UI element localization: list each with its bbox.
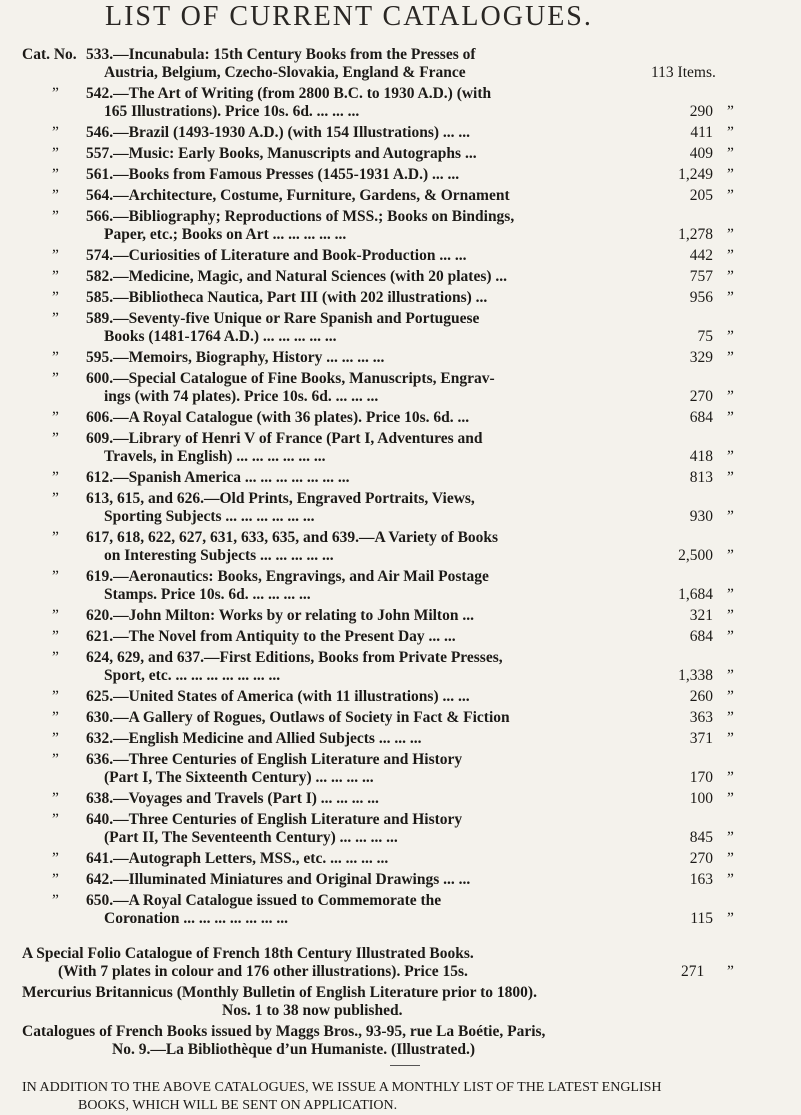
item-count: 1,684 [678, 586, 713, 603]
catalogue-entry [0, 85, 801, 121]
count-ditto-mark: ” [727, 166, 734, 183]
count-ditto-mark: ” [727, 508, 734, 525]
entry-title: 620.—John Milton: Works by or relating to John Milton ... [86, 607, 474, 624]
ditto-mark: ” [52, 811, 59, 828]
entry-title: 533.—Incunabula: 15th Century Books from the Presses of [86, 46, 476, 63]
catalogue-entry [0, 790, 801, 808]
count-ditto-mark: ” [727, 103, 734, 120]
ditto-mark: ” [52, 628, 59, 645]
entry-title: 582.—Medicine, Magic, and Natural Sciences (with 20 plates) ... [86, 268, 508, 285]
ditto-mark: ” [52, 370, 59, 387]
count-ditto-mark: ” [727, 790, 734, 807]
count-ditto-mark: ” [727, 688, 734, 705]
catalogue-entry [0, 850, 801, 868]
catalogue-entry [0, 469, 801, 487]
ditto-mark: ” [52, 688, 59, 705]
entry-title: 625.—United States of America (with 11 illustrations) ... ... [86, 688, 470, 705]
item-count: 260 [689, 688, 713, 705]
ditto-mark: ” [52, 730, 59, 747]
catalogue-entry [0, 892, 801, 928]
entry-title-continued: Coronation ... ... ... ... ... ... ... [104, 910, 289, 927]
count-ditto-mark: ” [727, 469, 734, 486]
footer-notice [22, 1079, 792, 1115]
ditto-mark: ” [52, 607, 59, 624]
entry-title: 613, 615, and 626.—Old Prints, Engraved Portraits, Views, [86, 490, 475, 507]
catalogue-entry [0, 628, 801, 646]
count-ditto-mark: ” [727, 388, 734, 405]
entry-title: 641.—Autograph Letters, MSS., etc. ... ... ... ... [86, 850, 389, 867]
ditto-mark: ” [52, 409, 59, 426]
item-count: 290 [689, 103, 713, 120]
entry-title: 636.—Three Centuries of English Literature and History [86, 751, 463, 768]
divider-rule [390, 1065, 420, 1066]
count-ditto-mark: ” [727, 247, 734, 264]
entry-title: 600.—Special Catalogue of Fine Books, Manuscripts, Engrav- [86, 370, 495, 387]
catalogue-entry [0, 268, 801, 286]
ditto-mark: ” [52, 145, 59, 162]
entry-title-continued: Sport, etc. ... ... ... ... ... ... ... [104, 667, 281, 684]
item-count: 845 [689, 829, 713, 846]
item-count: 1,278 [678, 226, 713, 243]
catalogue-entry [0, 529, 801, 565]
page-title: LIST OF CURRENT CATALOGUES. [105, 1, 593, 32]
count-ditto-mark: ” [727, 586, 734, 603]
ditto-mark: ” [52, 568, 59, 585]
count-ditto-mark: ” [727, 769, 734, 786]
catalogue-entry [0, 709, 801, 727]
catalogue-entry [0, 166, 801, 184]
count-ditto-mark: ” [727, 871, 734, 888]
entry-title: 621.—The Novel from Antiquity to the Present Day ... ... [86, 628, 456, 645]
catalogue-entry [0, 187, 801, 205]
catalogue-entry [0, 688, 801, 706]
catalogue-entry [0, 730, 801, 748]
ditto-mark: ” [52, 187, 59, 204]
count-ditto-mark: ” [727, 628, 734, 645]
entry-title-continued: (Part I, The Sixteenth Century) ... ... ... ... [104, 769, 374, 786]
ditto-mark: ” [52, 208, 59, 225]
footer-line-2: BOOKS, WHICH WILL BE SENT ON APPLICATION. [78, 1098, 398, 1113]
entry-title: 642.—Illuminated Miniatures and Original Drawings ... ... [86, 871, 471, 888]
ditto-mark: ” [52, 289, 59, 306]
entry-title-continued: (Part II, The Seventeenth Century) ... ... ... ... [104, 829, 398, 846]
catalogue-entry [0, 871, 801, 889]
mercurius-britannicus [22, 984, 792, 1020]
item-count: 1,249 [678, 166, 713, 183]
count-ditto-mark: ” [727, 667, 734, 684]
catalogue-entry [0, 811, 801, 847]
item-count: 757 [689, 268, 713, 285]
item-count: 115 [690, 910, 713, 927]
mercurius-line-2: Nos. 1 to 38 now published. [222, 1002, 403, 1019]
count-ditto-mark: ” [727, 850, 734, 867]
entry-title-continued: 165 Illustrations). Price 10s. 6d. ... ... ... [104, 103, 360, 120]
ditto-mark: ” [52, 85, 59, 102]
catalogue-entry [0, 289, 801, 307]
count-ditto-mark: ” [727, 709, 734, 726]
entry-title: 566.—Bibliography; Reproductions of MSS.; Books on Bindings, [86, 208, 515, 225]
entry-title-continued: ings (with 74 plates). Price 10s. 6d. ... ... ... [104, 388, 379, 405]
item-count: 418 [689, 448, 713, 465]
count-ditto-mark: ” [727, 607, 734, 624]
catalogue-entry [0, 430, 801, 466]
item-count: 100 [689, 790, 713, 807]
catalogue-entry [0, 490, 801, 526]
item-count: 684 [689, 409, 713, 426]
catalogue-entry [0, 310, 801, 346]
entry-title: 546.—Brazil (1493-1930 A.D.) (with 154 Illustrations) ... ... [86, 124, 471, 141]
entry-title: 595.—Memoirs, Biography, History ... ... ... ... [86, 349, 385, 366]
count-ditto-mark: ” [727, 448, 734, 465]
entry-title: 606.—A Royal Catalogue (with 36 plates). Price 10s. 6d. ... [86, 409, 470, 426]
french-line-2: No. 9.—La Bibliothèque d’un Humaniste. (Illustrated.) [112, 1041, 476, 1058]
entry-title: 589.—Seventy-five Unique or Rare Spanish and Portuguese [86, 310, 480, 327]
entry-title: 574.—Curiosities of Literature and Book-Production ... ... [86, 247, 467, 264]
cat-no-label: Cat. No. [22, 46, 77, 63]
entry-title-continued: Austria, Belgium, Czecho-Slovakia, England & France [104, 64, 466, 81]
entry-title: 617, 618, 622, 627, 631, 633, 635, and 639.—A Variety of Books [86, 529, 499, 546]
count-ditto-mark: ” [727, 226, 734, 243]
entry-title-continued: Books (1481-1764 A.D.) ... ... ... ... ... [104, 328, 337, 345]
ditto-mark: ” [52, 649, 59, 666]
item-count: 205 [689, 187, 713, 204]
count-ditto-mark: ” [727, 349, 734, 366]
mercurius-line-1: Mercurius Britannicus (Monthly Bulletin of English Literature prior to 1800). [22, 984, 537, 1001]
entry-title-continued: Paper, etc.; Books on Art ... ... ... ... ... [104, 226, 347, 243]
item-count: 813 [689, 469, 713, 486]
catalogue-entry [0, 649, 801, 685]
footer-line-1: IN ADDITION TO THE ABOVE CATALOGUES, WE ISSUE A MONTHLY LIST OF THE LATEST ENGLISH [22, 1080, 662, 1095]
item-count: 442 [689, 247, 713, 264]
ditto-mark: ” [52, 709, 59, 726]
item-count: 956 [689, 289, 713, 306]
item-count: 329 [689, 349, 713, 366]
ditto-mark: ” [52, 529, 59, 546]
item-count: 270 [689, 388, 713, 405]
entry-title-continued: Travels, in English) ... ... ... ... ... ... [104, 448, 326, 465]
catalogue-entry [0, 247, 801, 265]
ditto-mark: ” [52, 166, 59, 183]
item-count: 1,338 [678, 667, 713, 684]
ditto-mark: ” [52, 490, 59, 507]
entry-title: 632.—English Medicine and Allied Subjects ... ... ... [86, 730, 422, 747]
entry-title: 564.—Architecture, Costume, Furniture, Gardens, & Ornament [86, 187, 510, 204]
special-folio-catalogue [22, 945, 792, 981]
ditto-mark: ” [52, 790, 59, 807]
count-ditto-mark: ” [727, 124, 734, 141]
french-catalogues [22, 1023, 792, 1059]
entry-title: 557.—Music: Early Books, Manuscripts and Autographs ... [86, 145, 477, 162]
count-ditto-mark: ” [727, 829, 734, 846]
entry-title: 542.—The Art of Writing (from 2800 B.C. to 1930 A.D.) (with [86, 85, 492, 102]
entry-title-continued: Stamps. Price 10s. 6d. ... ... ... ... [104, 586, 311, 603]
ditto-mark: ” [52, 349, 59, 366]
entry-title: 609.—Library of Henri V of France (Part I, Adventures and [86, 430, 483, 447]
item-count: 411 [690, 124, 713, 141]
catalogue-entry [0, 409, 801, 427]
catalogue-entry [0, 124, 801, 142]
entry-title: 630.—A Gallery of Rogues, Outlaws of Society in Fact & Fiction [86, 709, 510, 726]
item-count: 321 [689, 607, 713, 624]
count-ditto-mark: ” [727, 730, 734, 747]
ditto-mark: ” [52, 892, 59, 909]
special-line-2: (With 7 plates in colour and 176 other illustrations). Price 15s. [58, 963, 468, 980]
item-count: 270 [689, 850, 713, 867]
item-count: 363 [689, 709, 713, 726]
special-ditto: ” [727, 963, 734, 980]
entry-title-continued: Sporting Subjects ... ... ... ... ... ... [104, 508, 315, 525]
ditto-mark: ” [52, 124, 59, 141]
french-line-1: Catalogues of French Books issued by Maggs Bros., 93-95, rue La Boétie, Paris, [22, 1023, 546, 1040]
catalogue-entry [0, 370, 801, 406]
item-count: 170 [689, 769, 713, 786]
item-count: 930 [689, 508, 713, 525]
ditto-mark: ” [52, 871, 59, 888]
count-ditto-mark: ” [727, 409, 734, 426]
special-line-1: A Special Folio Catalogue of French 18th Century Illustrated Books. [22, 945, 474, 962]
entry-title: 561.—Books from Famous Presses (1455-1931 A.D.) ... ... [86, 166, 460, 183]
item-count: 409 [689, 145, 713, 162]
ditto-mark: ” [52, 268, 59, 285]
entry-title: 619.—Aeronautics: Books, Engravings, and Air Mail Postage [86, 568, 489, 585]
item-count: 2,500 [678, 547, 713, 564]
count-ditto-mark: ” [727, 145, 734, 162]
item-count: 371 [689, 730, 713, 747]
entry-title: 650.—A Royal Catalogue issued to Commemorate the [86, 892, 442, 909]
entry-title: 585.—Bibliotheca Nautica, Part III (with 202 illustrations) ... [86, 289, 488, 306]
item-count: 113 Items. [651, 64, 716, 81]
catalogue-entry [0, 568, 801, 604]
count-ditto-mark: ” [727, 547, 734, 564]
catalogue-entry [0, 208, 801, 244]
count-ditto-mark: ” [727, 910, 734, 927]
entry-title: 612.—Spanish America ... ... ... ... ... ... ... [86, 469, 350, 486]
ditto-mark: ” [52, 310, 59, 327]
ditto-mark: ” [52, 850, 59, 867]
catalogue-entry [0, 145, 801, 163]
item-count: 684 [689, 628, 713, 645]
ditto-mark: ” [52, 430, 59, 447]
ditto-mark: ” [52, 751, 59, 768]
count-ditto-mark: ” [727, 268, 734, 285]
entry-title-continued: on Interesting Subjects ... ... ... ... ... [104, 547, 334, 564]
entry-title: 640.—Three Centuries of English Literature and History [86, 811, 463, 828]
ditto-mark: ” [52, 469, 59, 486]
catalogue-entry [0, 607, 801, 625]
count-ditto-mark: ” [727, 187, 734, 204]
count-ditto-mark: ” [727, 289, 734, 306]
special-count: 271 [681, 963, 705, 980]
item-count: 75 [697, 328, 713, 345]
catalogue-entry [0, 349, 801, 367]
entry-title: 624, 629, and 637.—First Editions, Books from Private Presses, [86, 649, 503, 666]
entry-title: 638.—Voyages and Travels (Part I) ... ... ... ... [86, 790, 379, 807]
count-ditto-mark: ” [727, 328, 734, 345]
item-count: 163 [689, 871, 713, 888]
ditto-mark: ” [52, 247, 59, 264]
catalogue-entry [0, 46, 801, 82]
catalogue-entry [0, 751, 801, 787]
